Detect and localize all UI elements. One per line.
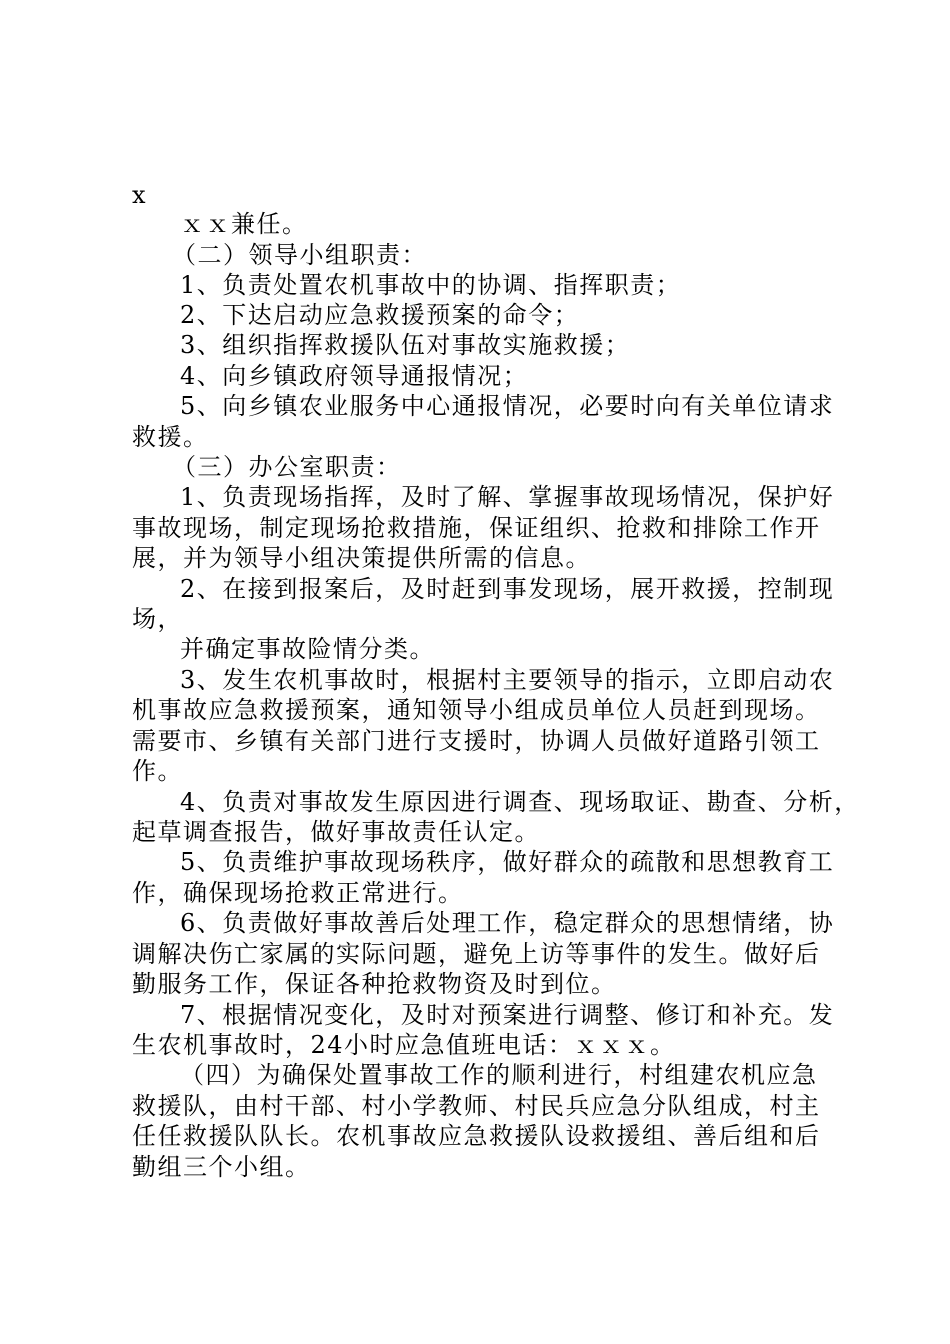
text-line: 5、向乡镇农业服务中心通报情况，必要时向有关单位请求 [180, 392, 835, 420]
text-line: 并确定事故险情分类。 [180, 635, 435, 663]
text-line: 展，并为领导小组决策提供所需的信息。 [132, 544, 591, 572]
text-line: 7、根据情况变化，及时对预案进行调整、修订和补充。发 [180, 1001, 835, 1029]
text-line: x [132, 181, 148, 209]
text-line: 救援。 [132, 423, 209, 451]
text-line: ｘｘ兼任。 [180, 210, 308, 238]
text-line: 事故现场，制定现场抢救措施，保证组织、抢救和排除工作开 [132, 514, 821, 542]
text-line: 起草调查报告，做好事故责任认定。 [132, 818, 540, 846]
text-line: 2、下达启动应急救援预案的命令； [180, 301, 580, 329]
text-line: 3、组织指挥救援队伍对事故实施救援； [180, 331, 631, 359]
text-line: 2、在接到报案后，及时赶到事发现场，展开救援，控制现 [180, 575, 835, 603]
text-line: 3、发生农机事故时，根据村主要领导的指示，立即启动农 [180, 666, 835, 694]
text-line: 勤组三个小组。 [132, 1153, 311, 1181]
text-line: 1、负责处置农机事故中的协调、指挥职责； [180, 271, 682, 299]
section-heading: （二）领导小组职责： [172, 241, 427, 269]
text-line: 调解决伤亡家属的实际问题，避免上访等事件的发生。做好后 [132, 940, 821, 968]
text-line: 场， [132, 605, 183, 633]
text-line: 救援队，由村干部、村小学教师、村民兵应急分队组成，村主 [132, 1092, 821, 1120]
text-line: 1、负责现场指挥，及时了解、掌握事故现场情况，保护好 [180, 483, 835, 511]
section-heading: （四）为确保处置事故工作的顺利进行，村组建农机应急 [180, 1061, 818, 1089]
text-line: 4、负责对事故发生原因进行调查、现场取证、勘查、分析， [180, 788, 860, 816]
section-heading: （三）办公室职责： [172, 453, 402, 481]
text-line: 生农机事故时，24小时应急值班电话：ｘｘｘ。 [132, 1031, 676, 1059]
text-line: 4、向乡镇政府领导通报情况； [180, 362, 529, 390]
text-line: 作，确保现场抢救正常进行。 [132, 879, 464, 907]
text-line: 6、负责做好事故善后处理工作，稳定群众的思想情绪，协 [180, 909, 835, 937]
text-line: 勤服务工作，保证各种抢救物资及时到位。 [132, 970, 617, 998]
text-line: 需要市、乡镇有关部门进行支援时，协调人员做好道路引领工 [132, 727, 821, 755]
text-line: 机事故应急救援预案，通知领导小组成员单位人员赶到现场。 [132, 696, 821, 724]
text-line: 5、负责维护事故现场秩序，做好群众的疏散和思想教育工 [180, 848, 835, 876]
text-line: 任任救援队队长。农机事故应急救援队设救援组、善后组和后 [132, 1122, 821, 1150]
text-line: 作。 [132, 757, 183, 785]
